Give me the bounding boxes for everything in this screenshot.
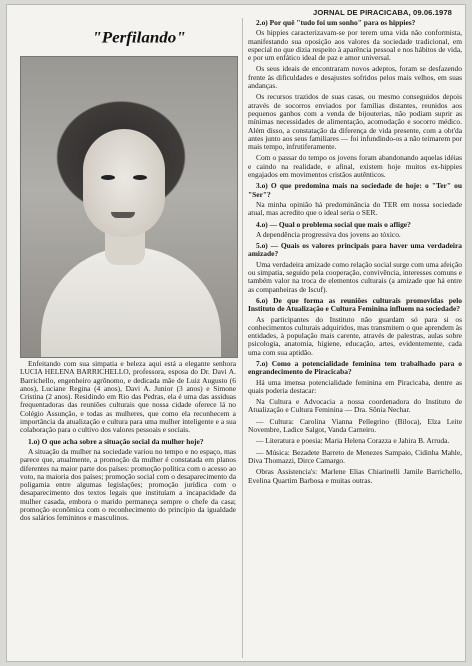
body-paragraph: A situação da mulher na sociedade variou no tempo e no espaço, mas parece que, atualmente, a promoção da mulher é constatada em planos diferentes na maior parte dos países: promoção política com o acesso ao voto, na maioria dos países; promoção social com o desaparecimento da poligamia entre algumas legislações; promoção jurídica com o desaparecimento dos textos legais que instituíam a incapacidade da mulher casada, embora o marido permaneça sempre o chefe da casa; promoção econômica com o reconhecimento do princípio da igualdade dos salários femininos e masculinos. <box>20 446 236 523</box>
photo-eye-left <box>101 175 115 180</box>
body-paragraph: Os recursos trazidos de suas casas, ou mesmo conseguidos depois através de socorros enviados por famílias distantes, reunidos aos pequenos ganhos com a venda de bijouterias, não podiam suprir as mínimas necessidades de alimentação, acomodação e socorro médico. Além disso, a constatação da diferença de vida presente, com a obt'da antes junto aos seus familiares — foi infundindo-os a não teimarem por mais tempo, infrutiferamente. <box>248 92 462 152</box>
body-paragraph: A dependência progressiva dos jovens ao tóxico. <box>256 229 401 239</box>
photo-eye-right <box>133 175 147 180</box>
body-paragraph: — Literatura e poesia: Maria Helena Corazza e Jahira B. Arruda. <box>256 436 450 446</box>
body-paragraph: Os hippies caracterizavam-se por terem uma vida não conformista, manifestando sua oposição aos valores da sociedade tradicional, em especial no que dizia respeito à aparência pessoal e nos hábitos de vida, e por um enfático ideal de paz e amor universal. <box>248 28 462 63</box>
body-paragraph: — Música: Bezadete Barreto de Menezes Sampaio, Cidinha Mahle, Diva Thomazzi, Dirce Camargo. <box>248 447 462 465</box>
body-paragraph: As participantes do Instituto não guardam só para si os conhecimentos culturais adquiridos, mas transmitem o que aprendem às entidades, à população mais carente, através de palestras, aulas sobre psicologia, anatomia, higiene, educação, artes, evidentemente, cada uma com sua aptidão. <box>248 314 462 357</box>
article-title: "Perfilando" <box>92 29 186 47</box>
body-paragraph: Os seus ideais de encontraram novos adeptos, foram se desfazendo frente às dificuldades e desajustes sofridos pelos mais velhos, em suas andanças. <box>248 64 462 91</box>
column-divider <box>242 18 243 658</box>
question-heading: 5.o) — Quais os valores principais para haver uma verdadeira amizade? <box>248 241 462 259</box>
question-heading: 3.o) O que predomina mais na sociedade de hoje: o "Ter" ou "Ser"? <box>248 181 462 199</box>
right-column <box>248 19 462 488</box>
question-heading: 2.o) Por quê "tudo foi um sonho" para os hippies? <box>256 18 416 27</box>
body-paragraph: Uma verdadeira amizade como relação social surge com uma afeição ou simpatia, seguido pela cooperação, convivência, interesses comuns e também valor na troca de elementos culturais (a amizade que há entre as companheiras de Iscuf). <box>248 259 462 294</box>
body-paragraph: Há uma imensa potencialidade feminina em Piracicaba, dentre as quais poderia destacar: <box>248 377 462 395</box>
photo-mouth <box>111 212 135 218</box>
body-paragraph: Na Cultura e Advocacia a nossa coordenadora do Instituto de Atualização e Cultura Feminina — Dra. Sônia Nechar. <box>248 397 462 415</box>
question-heading: 6.o) De que forma as reuniões culturais promovidas pelo Instituto de Atualização e Cultura Feminina influem na sociedade? <box>248 295 462 314</box>
question-heading: 7.o) Como a potencialidade feminina tem trabalhado para o engrandecimento de Piracicaba? <box>248 358 462 377</box>
photo-face <box>83 129 165 237</box>
body-paragraph: — Cultura: Carolina Vianna Pellegrino (Biloca), Elza Leite Novembre, Ladice Salgot, Vanda Carneiro. <box>248 416 462 435</box>
portrait-photo <box>20 56 238 358</box>
question-heading: 4.o) — Qual o problema social que mais o aflige? <box>256 219 411 229</box>
body-paragraph: Na minha opinião há predominância do TER em nossa sociedade atual, mas acredito que o ideal seria o SER. <box>248 199 462 218</box>
left-column <box>20 360 236 526</box>
body-paragraph: Com o passar do tempo os jovens foram abandonando aquelas idéias e caindo na realidade, e afinal, existem hoje muitos ex-hippies engajados em movimentos cristãos autênticos. <box>248 153 462 180</box>
dateline: JORNAL DE PIRACICABA, 09.06.1978 <box>313 8 452 17</box>
body-paragraph: Obras Assistencia's: Marlene Elias Chiarinelli Jamile Barrichello, Evelina Quartim Barbosa e muitas outras. <box>248 467 462 485</box>
newspaper-page <box>6 4 466 662</box>
body-paragraph: Enfeitando com sua simpatia e beleza aqui está a elegante senhora LUCIA HELENA BARRICHELLO, professora, esposa do Dr. Davi A. Barrichello, engenheiro agrônomo, e dedicada mãe de Luiz Augusto (6 anos), Luciane Regina (4 anos), Davi A. Junior (3 anos) e Simone Cristina (2 anos). Residindo em Rio das Pedras, ela é uma das assíduas frequentadoras das reuniões culturais que nossa cidade oferece lá no Colégio Assunção, e todas as mulheres, que como ela reconhecem a importância da atualização e cultura para uma mulher inteligente e a sua colaboração para o cultivo dos valores pessoais e sociais. <box>20 359 236 435</box>
question-heading: 1.o) O que acha sobre a situação social da mulher hoje? <box>28 436 204 446</box>
